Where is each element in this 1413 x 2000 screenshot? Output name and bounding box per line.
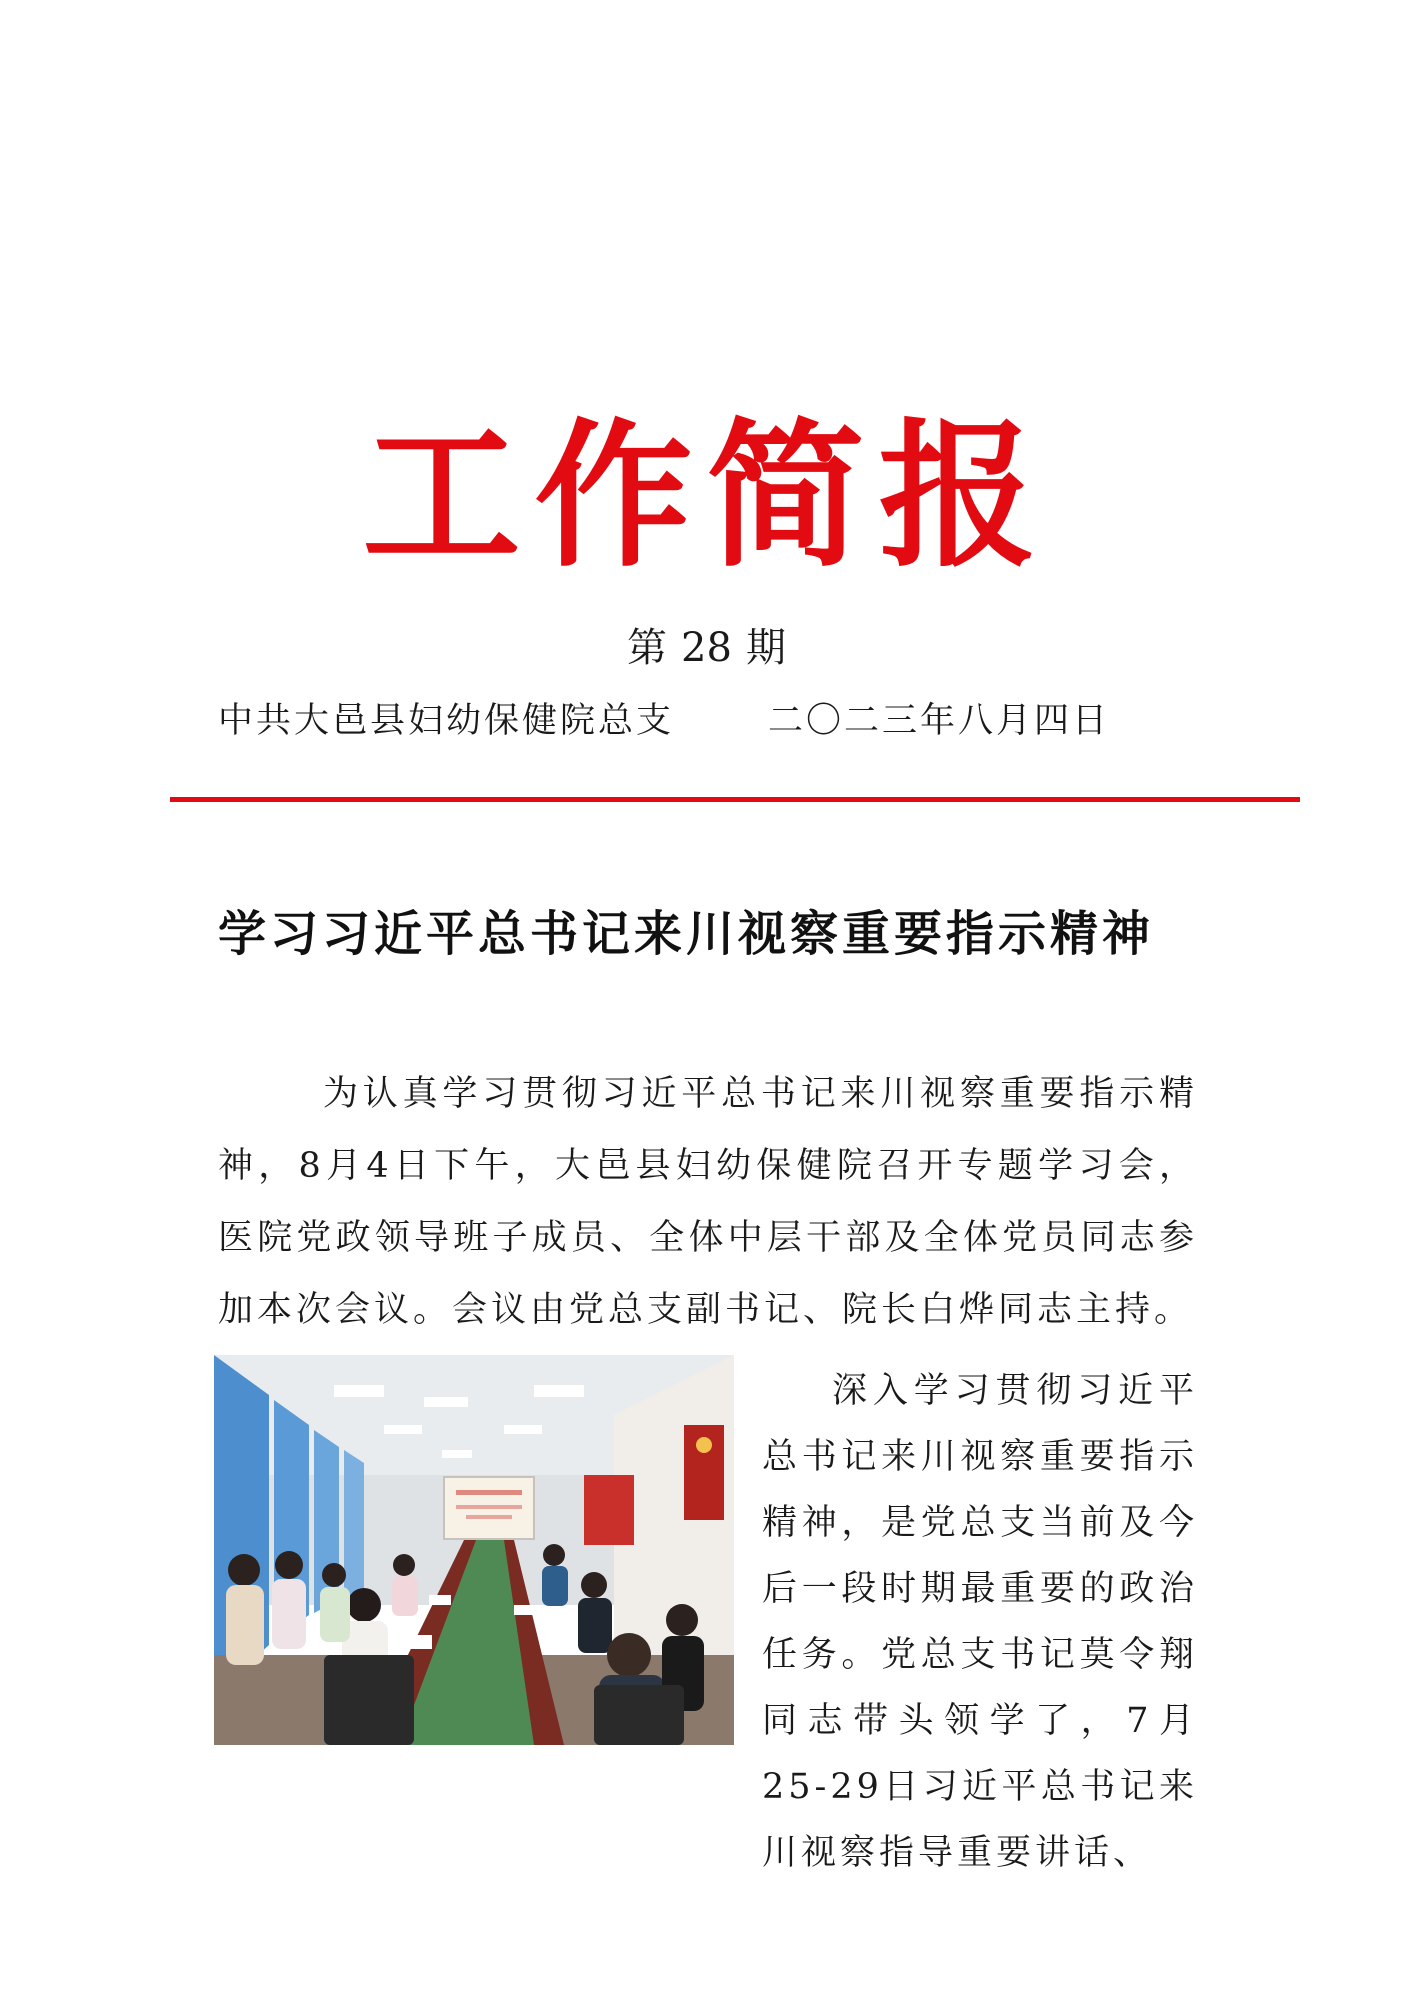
- red-divider: [170, 797, 1300, 802]
- article-paragraph: 为认真学习贯彻习近平总书记来川视察重要指示精神，8月4日下午，大邑县妇幼保健院召开专题学习会，医院党政领导班子成员、全体中层干部及全体党员同志参加本次会议。会议由党总支副书记、院长白烨同志主持。: [218, 1074, 1198, 1330]
- article-headline: 学习习近平总书记来川视察重要指示精神: [218, 906, 1155, 962]
- issue-num: 28: [681, 625, 732, 671]
- article-paragraph-continued: 深入学习贯彻习近平总书记来川视察重要指示精神，是党总支当前及今后一段时期最重要的政治任务。党总支书记莫令翔同志带头领学了，7月25-29日习近平总书记来川视察指导重要讲话、: [762, 1371, 1198, 1873]
- issue-number: [0, 625, 1413, 671]
- masthead-title: 工作简报: [362, 404, 1051, 589]
- issuing-organization: 中共大邑县妇幼保健院总支: [218, 701, 675, 741]
- issue-prefix: 第: [627, 625, 668, 671]
- issue-date: 二〇二三年八月四日: [768, 701, 1111, 741]
- issue-suffix: 期: [745, 625, 786, 671]
- meeting-photo: [214, 1355, 734, 1745]
